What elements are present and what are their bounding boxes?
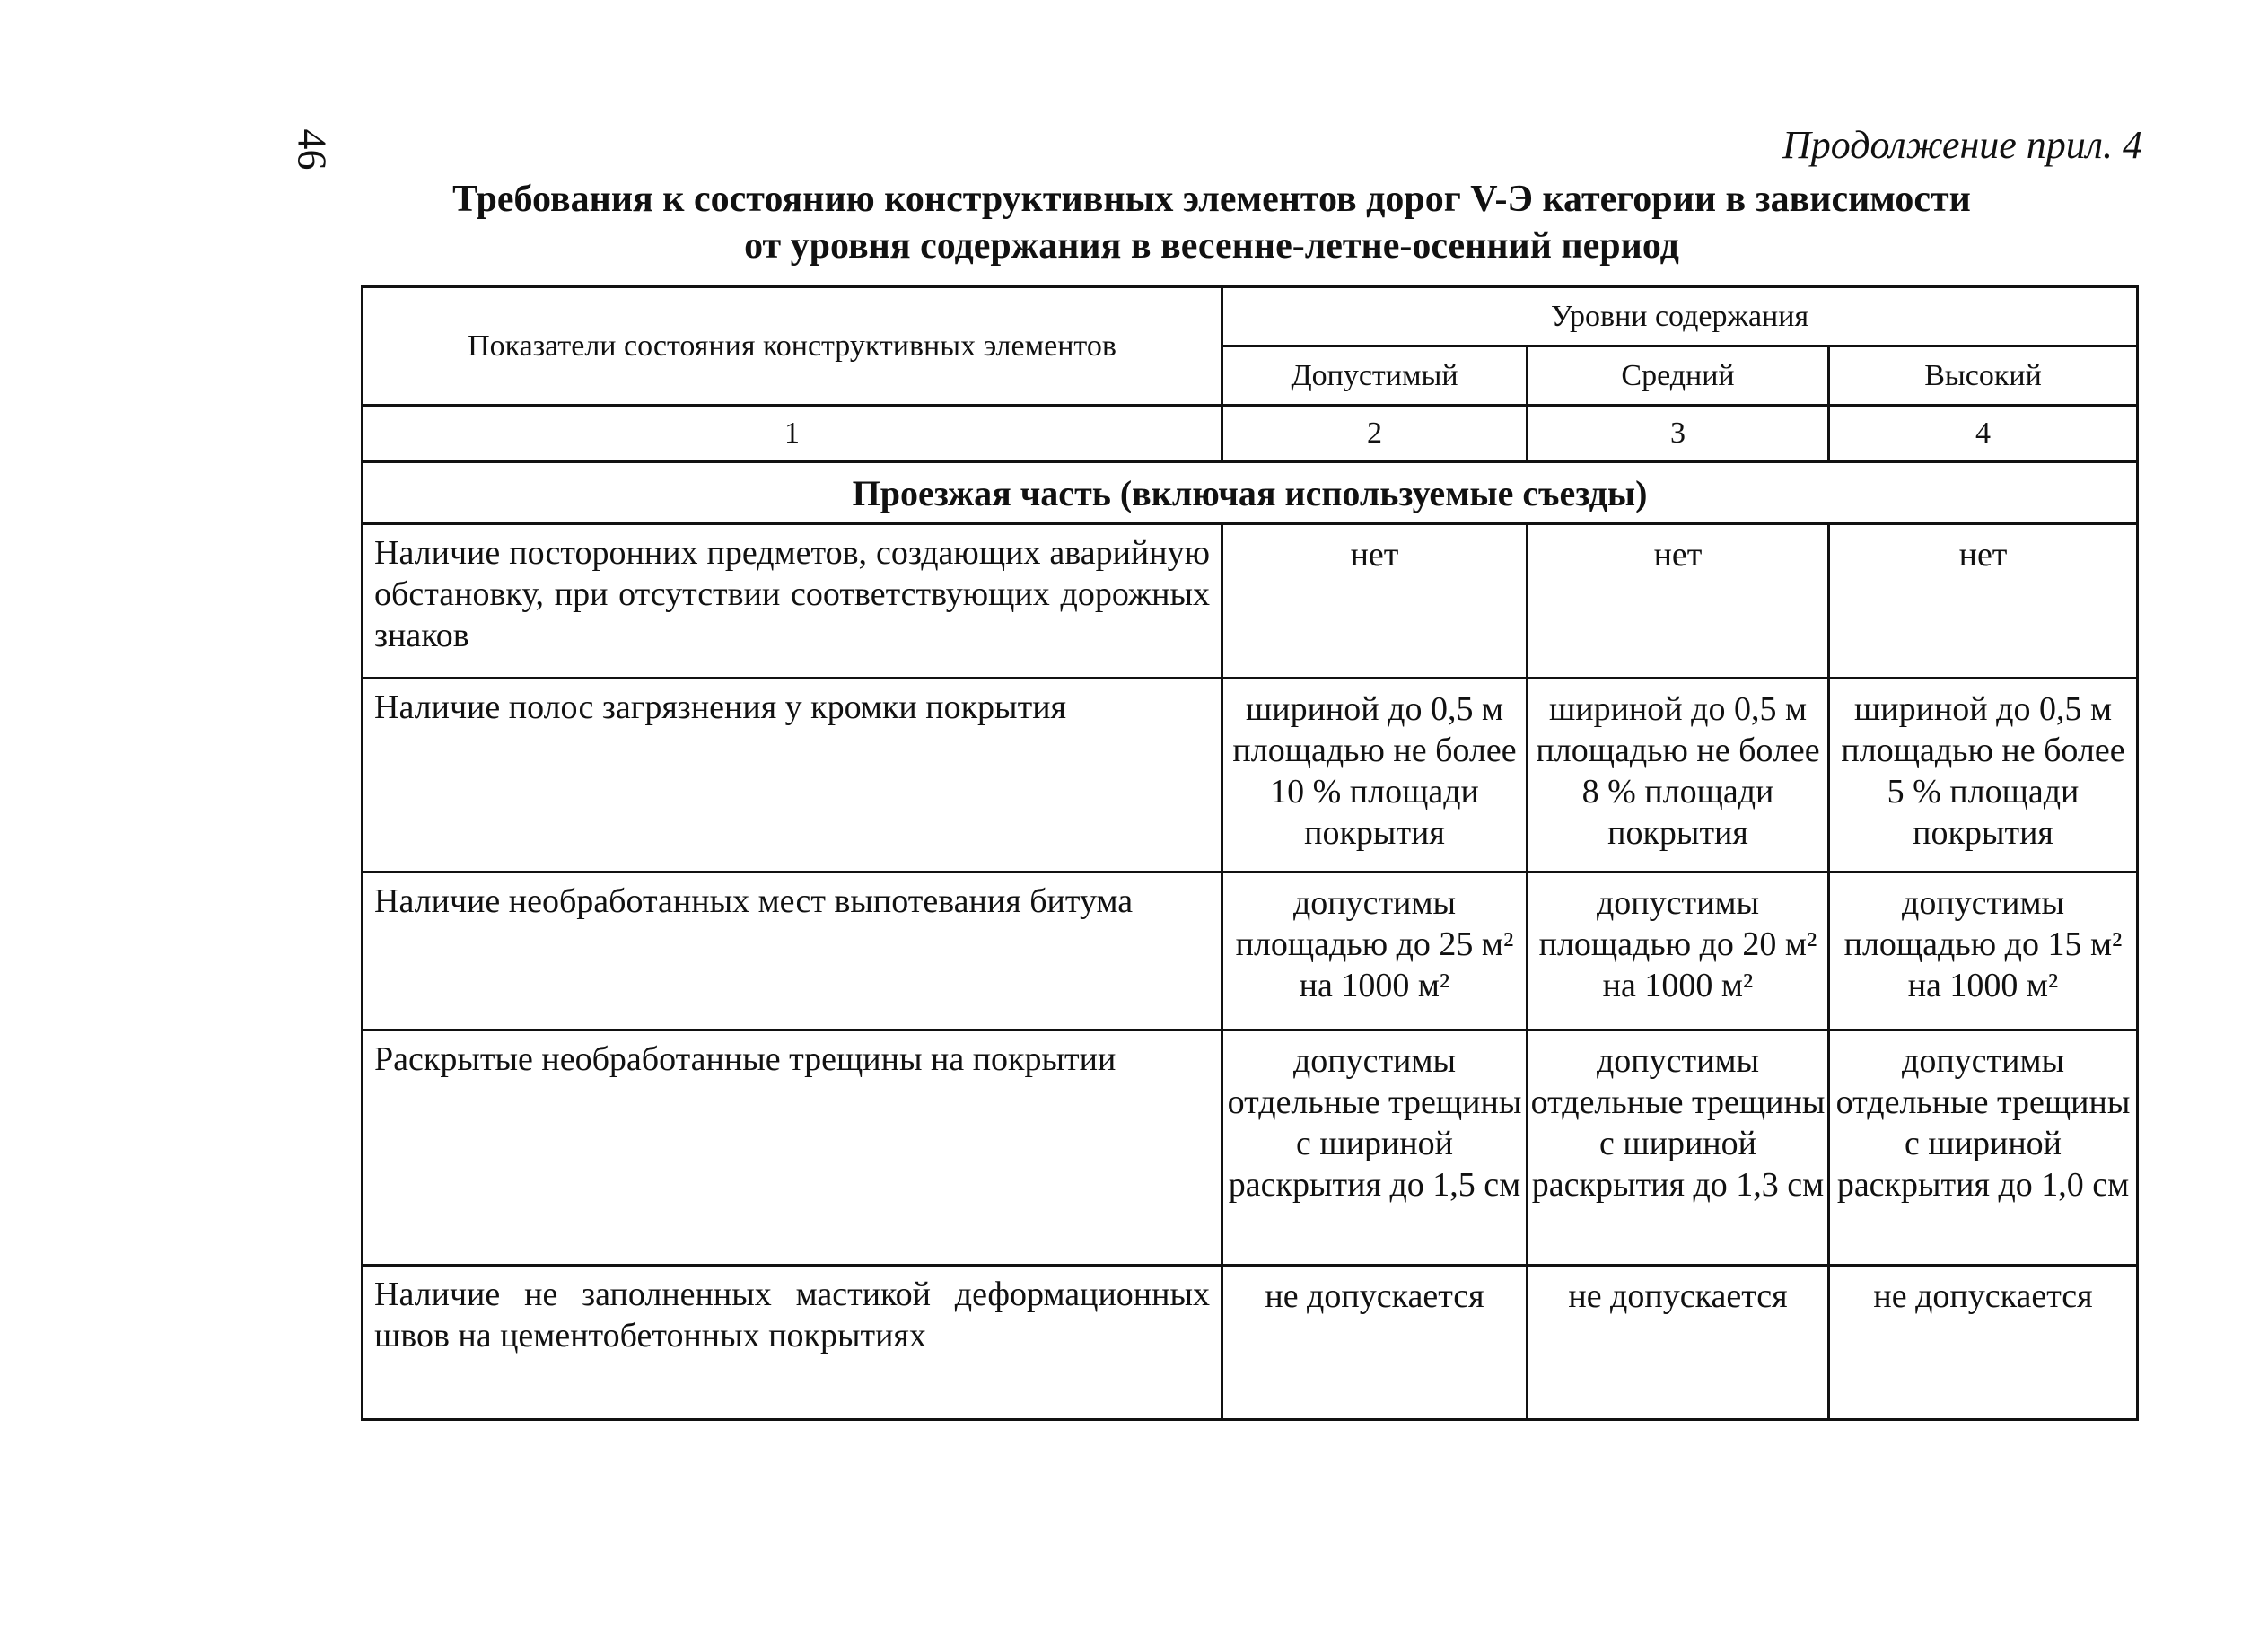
value-cell: допустимы площадью до 15 м² на 1000 м²	[1829, 872, 2138, 1030]
level-header: Высокий	[1829, 346, 2138, 406]
value-cell: шириной до 0,5 м площадью не более 5 % площади покрытия	[1829, 679, 2138, 872]
indicator-cell: Раскрытые необработанные трещины на покрытии	[363, 1030, 1222, 1266]
header-row	[363, 287, 2138, 346]
levels-header: Уровни содержания	[1222, 287, 2138, 346]
indicator-cell: Наличие посторонних предметов, создающих аварийную обстановку, при отсутствии соответствующих дорожных знаков	[363, 524, 1222, 679]
column-number: 2	[1222, 406, 1528, 462]
table-row	[363, 679, 2138, 872]
indicator-header: Показатели состояния конструктивных элементов	[363, 287, 1222, 406]
value-cell: шириной до 0,5 м площадью не более 8 % площади покрытия	[1528, 679, 1829, 872]
continuation-label: Продолжение прил. 4	[1782, 123, 2142, 167]
title-line-2: от уровня содержания в весенне-летне-осенний период	[744, 225, 1679, 267]
value-cell: допустимы отдельные трещины с шириной раскрытия до 1,5 см	[1222, 1030, 1528, 1266]
value-cell: нет	[1528, 524, 1829, 679]
value-cell: нет	[1829, 524, 2138, 679]
value-cell: шириной до 0,5 м площадью не более 10 % площади покрытия	[1222, 679, 1528, 872]
value-cell: допустимы площадью до 20 м² на 1000 м²	[1528, 872, 1829, 1030]
document-title	[359, 176, 2064, 269]
column-number: 1	[363, 406, 1222, 462]
table-row	[363, 1030, 2138, 1266]
table-row	[363, 1266, 2138, 1420]
indicator-cell: Наличие необработанных мест выпотевания битума	[363, 872, 1222, 1030]
value-cell: не допускается	[1528, 1266, 1829, 1420]
column-number: 4	[1829, 406, 2138, 462]
value-cell: допустимы отдельные трещины с шириной раскрытия до 1,3 см	[1528, 1030, 1829, 1266]
value-cell: допустимы площадью до 25 м² на 1000 м²	[1222, 872, 1528, 1030]
page-number: 46	[289, 128, 336, 171]
level-header: Допустимый	[1222, 346, 1528, 406]
value-cell: не допускается	[1829, 1266, 2138, 1420]
value-cell: не допускается	[1222, 1266, 1528, 1420]
table-row	[363, 524, 2138, 679]
section-row	[363, 462, 2138, 524]
indicator-cell: Наличие полос загрязнения у кромки покрытия	[363, 679, 1222, 872]
column-number: 3	[1528, 406, 1829, 462]
indicator-cell: Наличие не заполненных мастикой деформационных швов на цементобетонных покрытиях	[363, 1266, 1222, 1420]
title-line-1: Требования к состоянию конструктивных элементов дорог V-Э категории в зависимости	[452, 179, 1971, 220]
level-header: Средний	[1528, 346, 1829, 406]
value-cell: допустимы отдельные трещины с шириной раскрытия до 1,0 см	[1829, 1030, 2138, 1266]
section-title: Проезжая часть (включая используемые съезды)	[363, 462, 2138, 524]
value-cell: нет	[1222, 524, 1528, 679]
requirements-table	[361, 285, 2139, 1421]
table-row	[363, 872, 2138, 1030]
column-number-row	[363, 406, 2138, 462]
